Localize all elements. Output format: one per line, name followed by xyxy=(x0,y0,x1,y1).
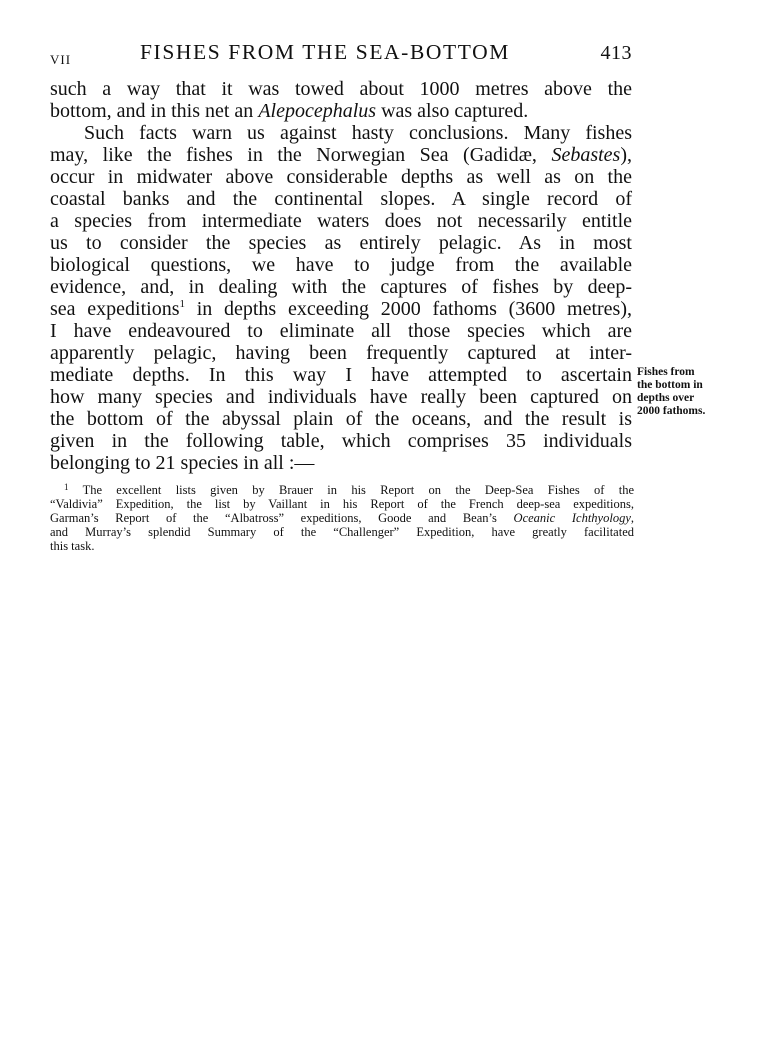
text-run: The excellent lists given by Brauer in his Report on the Deep-Sea Fishes of the xyxy=(68,483,634,497)
footnote-line xyxy=(50,483,634,497)
body-text xyxy=(50,78,632,474)
footnote xyxy=(50,483,634,553)
species-name: Alepocephalus xyxy=(258,100,377,122)
footnote-line: “Valdivia” Expedition, the list by Vaillant in his Report of the French deep-sea expeditions, xyxy=(50,497,634,511)
species-name: Sebastes xyxy=(551,144,621,166)
text-line: occur in midwater above considerable depths as well as on the xyxy=(50,166,632,188)
text-line xyxy=(50,298,632,320)
text-line: given in the following table, which comprises 35 individuals xyxy=(50,430,632,452)
text-line: coastal banks and the continental slopes. A single record of xyxy=(50,188,632,210)
text-line: the bottom of the abyssal plain of the oceans, and the result is xyxy=(50,408,632,430)
marginal-note xyxy=(637,366,747,418)
text-line: such a way that it was towed about 1000 metres above the xyxy=(50,78,632,100)
running-title: FISHES FROM THE SEA-BOTTOM xyxy=(140,40,510,64)
text-line: biological questions, we have to judge from the available xyxy=(50,254,632,276)
text-line: a species from intermediate waters does not necessarily entitle xyxy=(50,210,632,232)
footnote-line xyxy=(50,511,634,525)
marginal-line: the bottom in xyxy=(637,379,703,391)
marginal-line: Fishes from xyxy=(637,366,695,378)
text-line: how many species and individuals have really been captured on xyxy=(50,386,632,408)
footnote-reference: 1 xyxy=(179,298,185,310)
text-run: in depths exceeding 2000 fathoms (3600 metres), xyxy=(184,298,632,320)
text-line: belonging to 21 species in all :— xyxy=(50,452,315,474)
text-line: evidence, and, in dealing with the captures of fishes by deep- xyxy=(50,276,632,298)
text-line: apparently pelagic, having been frequently captured at inter- xyxy=(50,342,632,364)
text-run: , xyxy=(630,511,634,525)
text-run: sea expeditions xyxy=(50,298,180,320)
text-run: bottom, and in this net an xyxy=(50,100,259,122)
text-line: I have endeavoured to eliminate all those species which are xyxy=(50,320,632,342)
marginal-line: 2000 fathoms. xyxy=(637,405,706,417)
chapter-number: VII xyxy=(50,52,72,67)
running-head xyxy=(50,40,632,70)
book-title: Oceanic Ichthyology xyxy=(513,511,631,525)
text-line xyxy=(50,100,632,122)
page-number: 413 xyxy=(600,42,632,64)
text-run: ), xyxy=(620,144,632,166)
text-line: us to consider the species as entirely pelagic. As in most xyxy=(50,232,632,254)
marginal-line: depths over xyxy=(637,392,695,404)
text-run: Garman’s Report of the “Albatross” expeditions, Goode and Bean’s xyxy=(50,511,514,525)
text-line xyxy=(50,144,632,166)
text-line: mediate depths. In this way I have attempted to ascertain xyxy=(50,364,632,386)
footnote-line: and Murray’s splendid Summary of the “Challenger” Expedition, have greatly facilitated xyxy=(50,525,634,539)
footnote-line: this task. xyxy=(50,539,95,553)
text-line: Such facts warn us against hasty conclusions. Many fishes xyxy=(84,122,632,144)
text-run: was also captured. xyxy=(376,100,529,122)
text-run: may, like the fishes in the Norwegian Sea (Gadidæ, xyxy=(50,144,552,166)
footnote-marker: 1 xyxy=(64,482,69,492)
